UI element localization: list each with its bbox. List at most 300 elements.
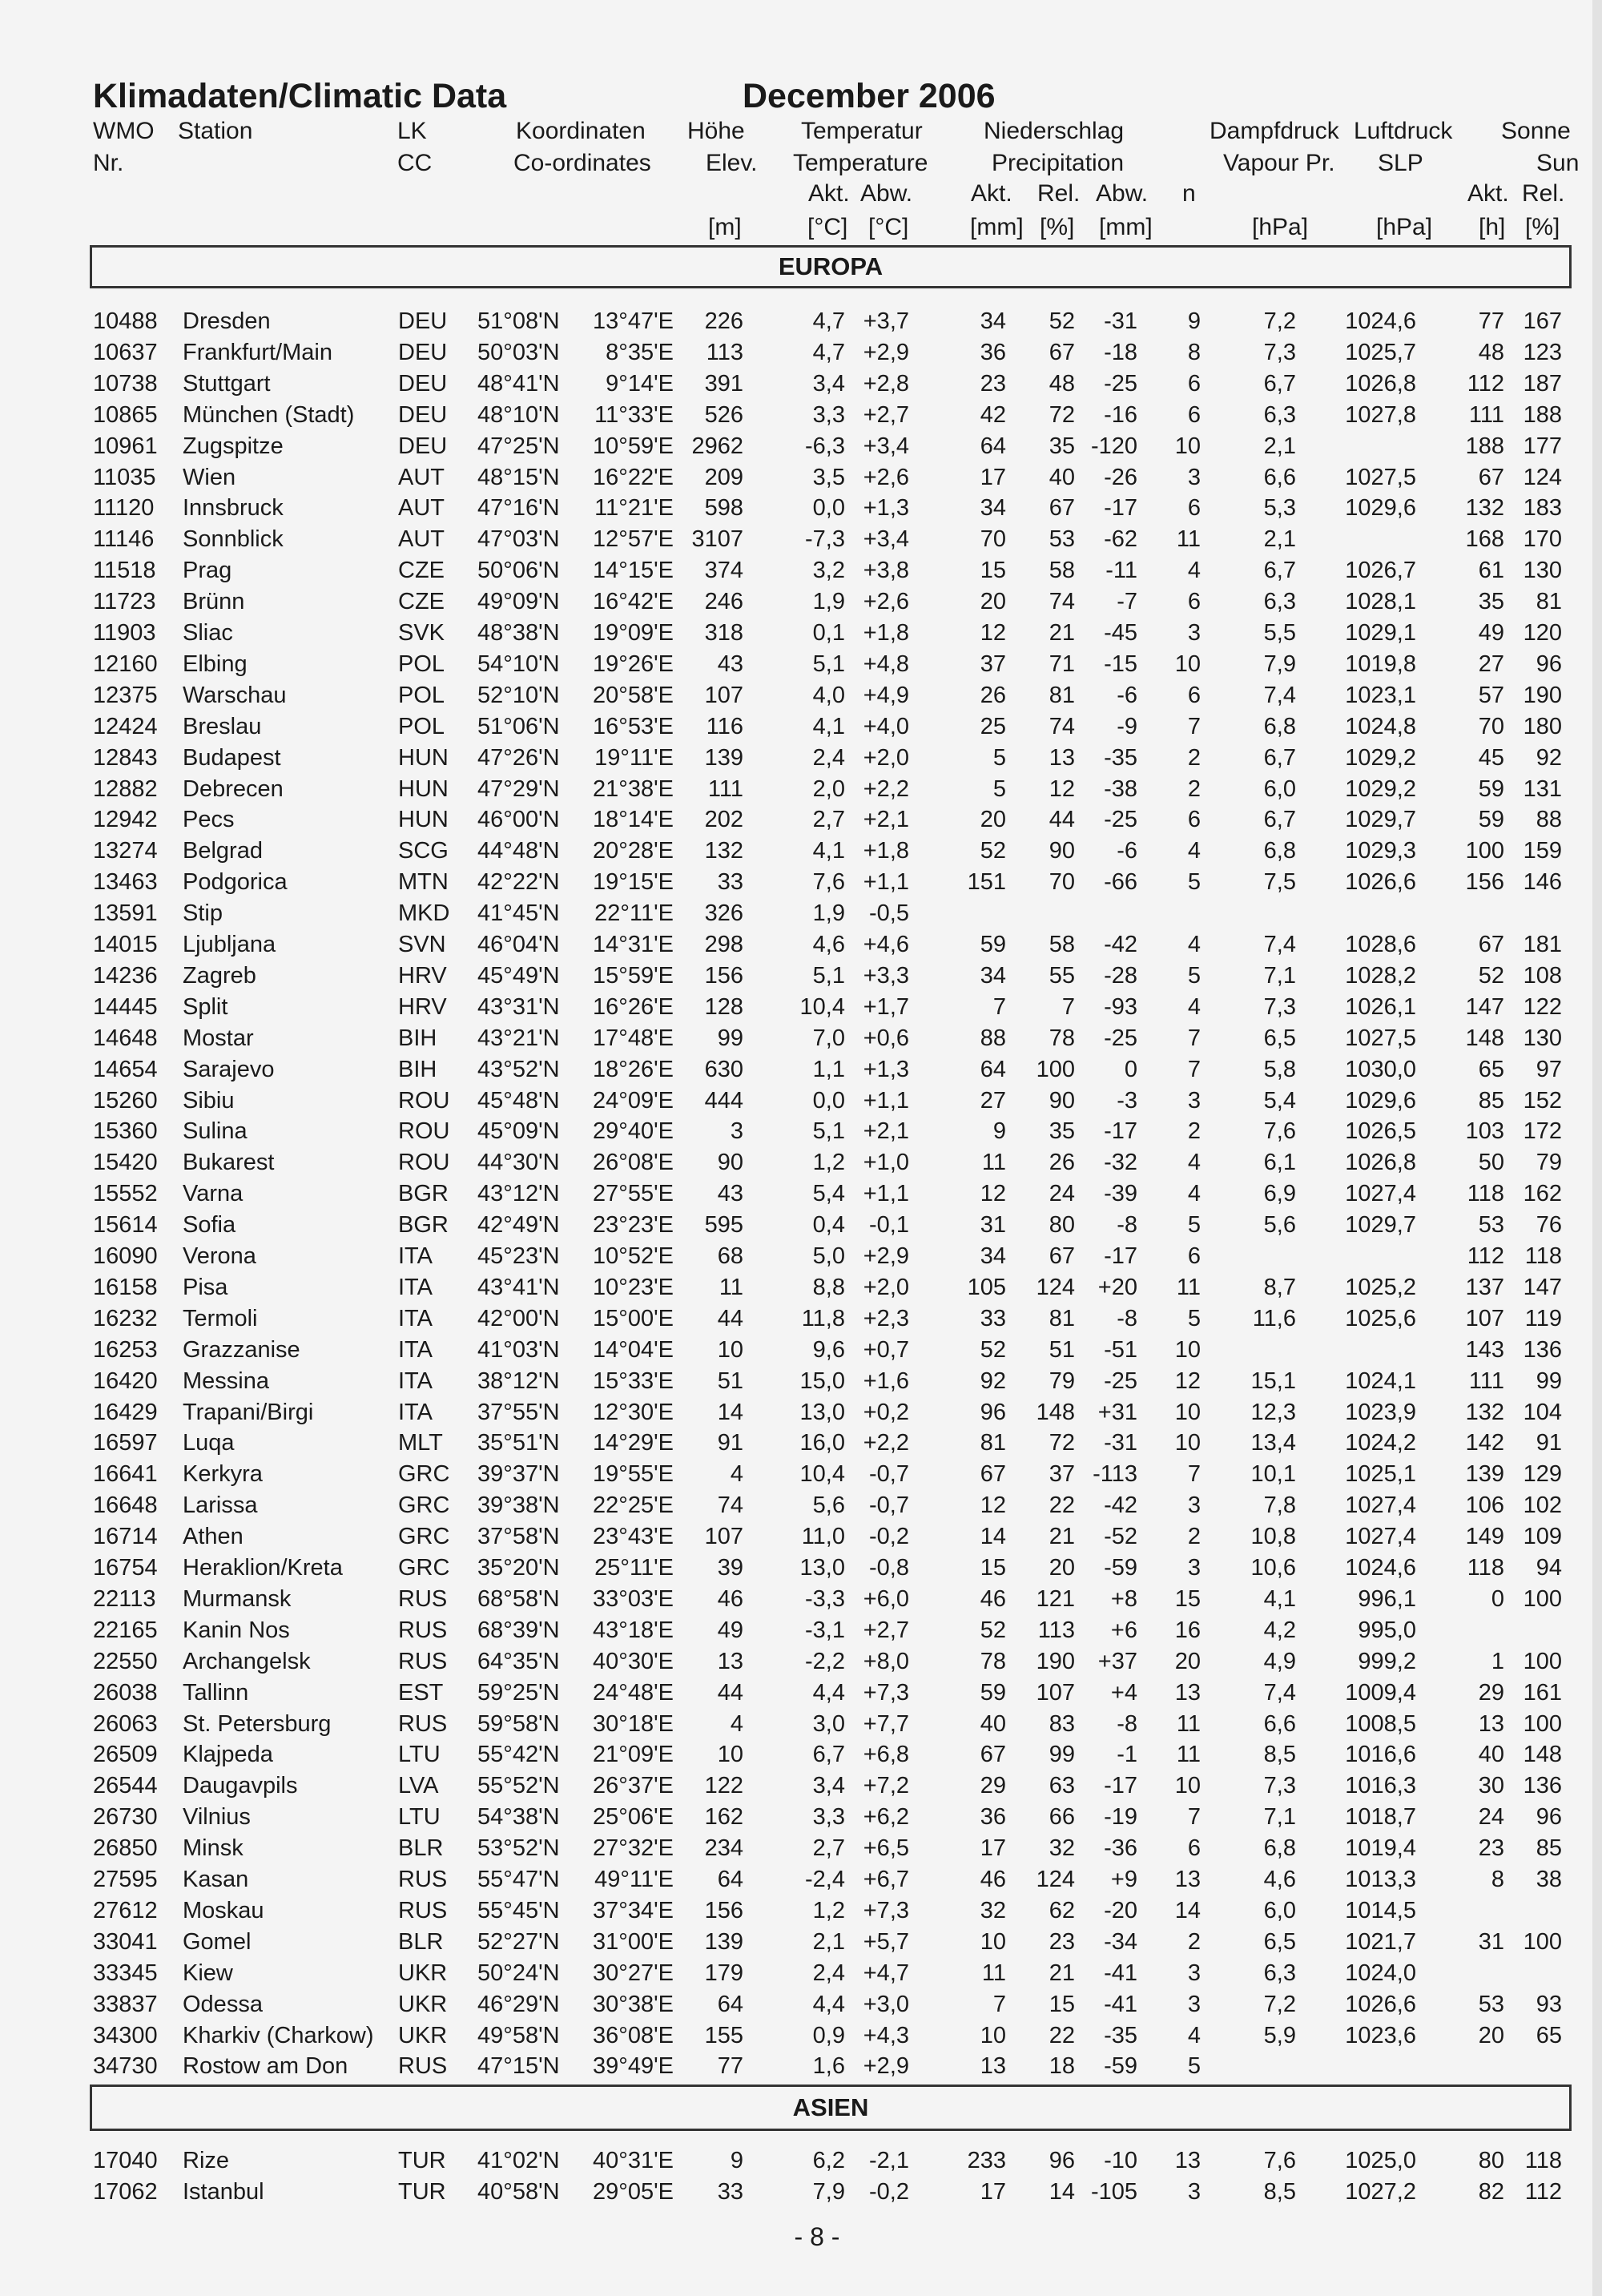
sun-hours: 168	[1465, 526, 1504, 553]
wmo-number: 10637	[93, 339, 158, 365]
prec-days: 5	[1187, 962, 1201, 989]
prec-abw: -15	[1104, 651, 1137, 677]
temp-akt: 1,9	[812, 900, 845, 927]
elevation: 156	[704, 1897, 743, 1923]
col-wmo: WMO	[93, 118, 155, 144]
table-row	[0, 1584, 1602, 1614]
vapour-pressure: 10,8	[1250, 1524, 1296, 1550]
sea-level-pressure: 1029,6	[1345, 1087, 1416, 1114]
temp-akt: 3,4	[812, 1773, 845, 1799]
temp-akt: 3,5	[812, 464, 845, 490]
station-name: Larissa	[183, 1492, 258, 1519]
sea-level-pressure: 1025,2	[1345, 1274, 1416, 1300]
country-code: ITA	[398, 1336, 433, 1363]
temp-abw: -0,1	[869, 1212, 909, 1239]
prec-rel: 124	[1036, 1274, 1075, 1300]
vapour-pressure: 6,6	[1263, 464, 1296, 490]
prec-rel: 62	[1049, 1897, 1075, 1923]
sea-level-pressure: 1027,4	[1345, 1181, 1416, 1207]
wmo-number: 10488	[93, 308, 158, 334]
sun-rel: 120	[1523, 620, 1562, 646]
temp-akt: 5,4	[812, 1181, 845, 1207]
station-name: Vilnius	[183, 1804, 251, 1831]
latitude: 49°09'N	[477, 589, 560, 615]
sun-rel: 96	[1536, 651, 1562, 677]
table-row	[0, 2051, 1602, 2081]
elevation: 139	[704, 1928, 743, 1955]
elevation: 391	[704, 370, 743, 397]
longitude: 16°26'E	[593, 993, 674, 1020]
country-code: TUR	[398, 2148, 446, 2173]
prec-days: 3	[1187, 1991, 1201, 2017]
vapour-pressure: 6,3	[1263, 589, 1296, 615]
temp-akt: 3,3	[812, 1804, 845, 1831]
wmo-number: 16714	[93, 1524, 158, 1550]
vapour-pressure: 7,1	[1263, 1804, 1296, 1831]
wmo-number: 15260	[93, 1087, 158, 1114]
temp-akt: 4,4	[812, 1991, 845, 2017]
sun-rel: 129	[1523, 1461, 1562, 1488]
prec-abw: +9	[1110, 1867, 1137, 1892]
vapour-pressure: 7,4	[1263, 1679, 1296, 1706]
sun-rel: 94	[1536, 1555, 1562, 1581]
temp-akt: 3,0	[812, 1710, 845, 1737]
prec-abw: -17	[1104, 495, 1137, 522]
sun-rel: 118	[1524, 1243, 1562, 1269]
prec-abw: -35	[1104, 744, 1137, 771]
prec-akt: 36	[980, 1804, 1006, 1831]
temp-akt: 4,4	[812, 1679, 845, 1706]
vapour-pressure: 6,0	[1263, 775, 1296, 802]
elevation: 128	[704, 993, 743, 1020]
longitude: 21°38'E	[593, 775, 674, 802]
col-elev: Elev.	[706, 150, 758, 176]
temp-akt: 0,0	[812, 1087, 845, 1114]
prec-days: 4	[1187, 558, 1201, 584]
station-name: Varna	[183, 1181, 244, 1207]
sun-hours: 45	[1478, 744, 1504, 771]
station-name: Minsk	[183, 1835, 244, 1862]
prec-rel: 80	[1049, 1212, 1075, 1239]
sun-rel: 85	[1536, 1835, 1562, 1862]
vapour-pressure: 4,6	[1263, 1867, 1296, 1892]
latitude: 50°06'N	[477, 558, 560, 584]
temp-abw: +4,6	[863, 932, 909, 957]
longitude: 11°21'E	[594, 495, 674, 522]
wmo-number: 11903	[93, 620, 156, 646]
sun-hours: 106	[1465, 1492, 1504, 1519]
station-name: Rize	[183, 2148, 230, 2173]
longitude: 15°00'E	[593, 1305, 674, 1331]
elevation: 43	[717, 1181, 743, 1207]
station-name: Kharkiv (Charkow)	[183, 2022, 374, 2048]
prec-abw: -62	[1104, 526, 1137, 553]
sea-level-pressure: 1023,6	[1345, 2022, 1416, 2048]
temp-akt: 6,2	[812, 2148, 845, 2173]
table-row	[0, 929, 1602, 960]
temp-abw: +2,6	[863, 464, 909, 490]
longitude: 19°15'E	[593, 869, 674, 896]
longitude: 33°03'E	[593, 1585, 674, 1612]
prec-rel: 96	[1049, 2148, 1075, 2173]
prec-days: 10	[1174, 651, 1201, 677]
prec-days: 3	[1187, 2178, 1201, 2205]
col-precipitation: Precipitation	[992, 150, 1125, 176]
prec-abw: +20	[1097, 1274, 1137, 1300]
latitude: 43°52'N	[477, 1056, 560, 1082]
table-row	[0, 1770, 1602, 1801]
elevation: 64	[717, 1867, 743, 1892]
unit-mm2: [mm]	[1099, 214, 1153, 240]
elevation: 162	[704, 1804, 743, 1831]
prec-days: 4	[1187, 1181, 1201, 1207]
temp-abw: +6,5	[863, 1835, 909, 1862]
longitude: 30°38'E	[593, 1991, 674, 2017]
latitude: 44°30'N	[477, 1150, 560, 1176]
station-name: Odessa	[183, 1991, 263, 2017]
wmo-number: 10738	[93, 370, 158, 397]
latitude: 51°08'N	[477, 308, 560, 334]
longitude: 30°18'E	[593, 1710, 674, 1737]
temp-abw: +7,3	[863, 1897, 909, 1923]
temp-abw: +2,9	[863, 339, 909, 365]
temp-abw: +3,8	[863, 558, 909, 584]
prec-rel: 100	[1036, 1056, 1075, 1082]
temp-akt: 4,7	[812, 308, 845, 334]
prec-days: 14	[1174, 1897, 1201, 1923]
prec-abw: -25	[1104, 807, 1137, 833]
sun-hours: 139	[1465, 1461, 1504, 1488]
wmo-number: 11518	[93, 558, 156, 584]
prec-akt: 20	[980, 589, 1006, 615]
prec-akt: 15	[980, 1555, 1006, 1581]
sun-rel: 76	[1536, 1212, 1562, 1239]
temp-akt: 2,4	[812, 744, 845, 771]
latitude: 49°58'N	[477, 2022, 560, 2048]
longitude: 10°52'E	[593, 1243, 674, 1269]
country-code: UKR	[398, 1991, 448, 2017]
country-code: RUS	[398, 1585, 448, 1612]
country-code: GRC	[398, 1524, 450, 1550]
temp-akt: -3,3	[805, 1585, 845, 1612]
latitude: 68°39'N	[477, 1617, 560, 1643]
longitude: 20°58'E	[593, 682, 674, 708]
elevation: 4	[730, 1710, 743, 1737]
sun-hours: 40	[1478, 1742, 1504, 1768]
temp-abw: +6,2	[863, 1804, 909, 1831]
prec-akt: 70	[980, 526, 1006, 553]
prec-days: 6	[1187, 370, 1201, 397]
sun-hours: 48	[1478, 339, 1504, 365]
prec-abw: -8	[1117, 1212, 1137, 1239]
col-station: Station	[178, 118, 253, 144]
table-row	[0, 431, 1602, 461]
table-row	[0, 992, 1602, 1022]
wmo-number: 26038	[93, 1679, 158, 1706]
sun-rel: 181	[1523, 932, 1562, 957]
sun-rel: 136	[1523, 1773, 1562, 1799]
latitude: 46°04'N	[477, 932, 560, 957]
elevation: 234	[704, 1835, 743, 1862]
temp-abw: +1,1	[863, 869, 909, 896]
prec-akt: 46	[980, 1867, 1006, 1892]
wmo-number: 17062	[93, 2178, 158, 2205]
sun-hours: 8	[1491, 1867, 1504, 1892]
prec-akt: 32	[980, 1897, 1006, 1923]
table-row	[0, 2145, 1602, 2176]
prec-abw: +8	[1110, 1585, 1137, 1612]
sun-rel: 162	[1523, 1181, 1562, 1207]
elevation: 298	[704, 932, 743, 957]
table-row	[0, 711, 1602, 742]
country-code: POL	[398, 682, 445, 708]
longitude: 40°30'E	[593, 1648, 674, 1674]
latitude: 37°58'N	[477, 1524, 560, 1550]
vapour-pressure: 6,6	[1263, 1710, 1296, 1737]
elevation: 74	[717, 1492, 743, 1519]
country-code: ROU	[398, 1118, 450, 1145]
prec-akt: 14	[980, 1524, 1006, 1550]
wmo-number: 12942	[93, 807, 158, 833]
prec-rel: 79	[1049, 1368, 1075, 1394]
longitude: 14°15'E	[593, 558, 674, 584]
station-name: Mostar	[183, 1025, 254, 1051]
sea-level-pressure: 1030,0	[1345, 1056, 1416, 1082]
sun-rel: 102	[1523, 1492, 1562, 1519]
elevation: 107	[704, 682, 743, 708]
col-slp: SLP	[1378, 150, 1423, 176]
prec-abw: -34	[1104, 1928, 1137, 1955]
sun-hours: 132	[1465, 1399, 1504, 1425]
prec-rel: 22	[1049, 1492, 1075, 1519]
wmo-number: 16420	[93, 1368, 158, 1394]
table-row	[0, 1210, 1602, 1240]
col-temp-akt: Akt.	[808, 180, 850, 207]
temp-akt: 11,0	[801, 1524, 845, 1550]
longitude: 8°35'E	[606, 339, 674, 365]
vapour-pressure: 11,6	[1252, 1305, 1296, 1331]
vapour-pressure: 2,1	[1263, 526, 1296, 553]
prec-akt: 17	[980, 1835, 1006, 1862]
latitude: 50°24'N	[477, 1960, 560, 1986]
sea-level-pressure: 1021,7	[1345, 1928, 1416, 1955]
temp-akt: -2,4	[805, 1867, 845, 1892]
latitude: 38°12'N	[477, 1368, 560, 1394]
sun-hours: 29	[1478, 1679, 1504, 1706]
sun-hours: 65	[1478, 1056, 1504, 1082]
station-name: Gomel	[183, 1928, 252, 1955]
station-name: Sliac	[183, 620, 233, 646]
wmo-number: 26850	[93, 1835, 158, 1862]
prec-abw: -20	[1104, 1897, 1137, 1923]
longitude: 26°37'E	[593, 1773, 674, 1799]
col-prec-rel: Rel.	[1037, 180, 1081, 207]
longitude: 14°04'E	[593, 1336, 674, 1363]
prec-days: 15	[1174, 1585, 1201, 1612]
station-name: Debrecen	[183, 775, 284, 802]
elevation: 3107	[691, 526, 743, 553]
prec-akt: 59	[980, 932, 1006, 957]
longitude: 37°34'E	[593, 1897, 674, 1923]
sea-level-pressure: 1027,8	[1345, 401, 1416, 428]
temp-akt: 8,8	[812, 1274, 845, 1300]
prec-rel: 20	[1049, 1555, 1075, 1581]
elevation: 526	[704, 401, 743, 428]
elevation: 318	[704, 620, 743, 646]
table-row	[0, 555, 1602, 586]
latitude: 55°45'N	[477, 1897, 560, 1923]
unit-pct2: [%]	[1525, 214, 1560, 240]
prec-days: 13	[1174, 1679, 1201, 1706]
col-vapour: Vapour Pr.	[1223, 150, 1335, 176]
temp-akt: 4,1	[812, 838, 845, 864]
prec-abw: -45	[1104, 620, 1137, 646]
sun-hours: 70	[1478, 713, 1504, 739]
sea-level-pressure: 1028,2	[1345, 962, 1416, 989]
elevation: 116	[706, 713, 743, 739]
elevation: 39	[717, 1555, 743, 1581]
sun-rel: 152	[1523, 1087, 1562, 1114]
latitude: 40°58'N	[477, 2178, 560, 2205]
temp-akt: 11,8	[801, 1305, 845, 1331]
sea-level-pressure: 1018,7	[1345, 1804, 1416, 1831]
prec-rel: 12	[1049, 775, 1075, 802]
prec-rel: 67	[1049, 339, 1075, 365]
latitude: 59°25'N	[477, 1679, 560, 1706]
sun-rel: 124	[1523, 464, 1562, 490]
sun-rel: 161	[1523, 1679, 1562, 1706]
col-temp-abw: Abw.	[860, 180, 913, 207]
elevation: 43	[717, 651, 743, 677]
sun-rel: 136	[1523, 1336, 1562, 1363]
prec-rel: 74	[1049, 713, 1075, 739]
table-row	[0, 1054, 1602, 1085]
longitude: 43°18'E	[593, 1617, 674, 1643]
country-code: HUN	[398, 775, 449, 802]
sun-rel: 88	[1536, 807, 1562, 833]
temp-abw: +3,0	[863, 1991, 909, 2017]
month-year: December 2006	[743, 77, 996, 115]
temp-abw: +4,9	[863, 682, 909, 708]
temp-akt: 0,9	[812, 2022, 845, 2048]
sun-rel: 81	[1536, 589, 1562, 615]
sun-rel: 91	[1536, 1430, 1562, 1456]
prec-rel: 67	[1049, 495, 1075, 522]
longitude: 11°33'E	[594, 401, 674, 428]
prec-abw: -26	[1104, 464, 1137, 490]
prec-abw: -42	[1104, 932, 1137, 957]
prec-akt: 27	[980, 1087, 1006, 1114]
prec-akt: 34	[980, 1243, 1006, 1269]
temp-akt: 5,0	[812, 1243, 845, 1269]
country-code: ITA	[398, 1274, 433, 1300]
longitude: 19°11'E	[594, 744, 674, 771]
longitude: 22°11'E	[594, 900, 674, 927]
prec-akt: 9	[992, 1118, 1006, 1145]
unit-hpa2: [hPa]	[1376, 214, 1433, 240]
prec-rel: 67	[1049, 1243, 1075, 1269]
vapour-pressure: 7,2	[1263, 308, 1296, 334]
table-row	[0, 2177, 1602, 2207]
prec-akt: 17	[980, 464, 1006, 490]
prec-rel: 53	[1049, 526, 1075, 553]
sun-rel: 122	[1523, 993, 1562, 1020]
prec-abw: -17	[1104, 1773, 1137, 1799]
temp-abw: -0,2	[869, 1524, 909, 1550]
table-row	[0, 586, 1602, 617]
temp-abw: +1,6	[863, 1368, 909, 1394]
longitude: 19°26'E	[593, 651, 674, 677]
sun-hours: 23	[1478, 1835, 1504, 1862]
longitude: 40°31'E	[593, 2148, 674, 2173]
latitude: 35°51'N	[477, 1430, 560, 1456]
sun-hours: 59	[1478, 807, 1504, 833]
sun-rel: 159	[1523, 838, 1562, 864]
temp-akt: 10,4	[799, 993, 845, 1020]
vapour-pressure: 6,7	[1263, 807, 1296, 833]
country-code: AUT	[398, 526, 445, 553]
longitude: 24°48'E	[593, 1679, 674, 1706]
prec-akt: 13	[980, 2053, 1006, 2080]
sun-hours: 85	[1478, 1087, 1504, 1114]
wmo-number: 14445	[93, 993, 158, 1020]
sun-hours: 49	[1478, 620, 1504, 646]
temp-akt: -6,3	[805, 433, 845, 459]
country-code: ITA	[398, 1399, 433, 1425]
latitude: 59°58'N	[477, 1710, 560, 1737]
temp-abw: +1,8	[863, 838, 909, 864]
sun-hours: 1	[1491, 1648, 1504, 1674]
longitude: 19°55'E	[593, 1461, 674, 1488]
table-row	[0, 1521, 1602, 1552]
sun-rel: 100	[1523, 1585, 1562, 1612]
sea-level-pressure: 1028,1	[1345, 589, 1416, 615]
station-name: Stip	[183, 900, 223, 927]
elevation: 10	[717, 1336, 743, 1363]
temp-akt: 4,6	[812, 932, 845, 957]
prec-rel: 90	[1049, 838, 1075, 864]
prec-akt: 7	[992, 993, 1006, 1020]
station-name: St. Petersburg	[183, 1710, 332, 1737]
temp-abw: -0,7	[869, 1461, 909, 1488]
country-code: RUS	[398, 1867, 448, 1892]
sea-level-pressure: 1025,7	[1345, 339, 1416, 365]
station-name: Sarajevo	[183, 1056, 275, 1082]
sun-hours: 20	[1478, 2022, 1504, 2048]
temp-abw: +2,1	[863, 1118, 909, 1145]
country-code: UKR	[398, 1960, 448, 1986]
sun-rel: 146	[1523, 869, 1562, 896]
prec-days: 5	[1187, 1212, 1201, 1239]
sea-level-pressure: 1024,6	[1345, 1555, 1416, 1581]
prec-days: 4	[1187, 2022, 1201, 2048]
sun-hours: 112	[1467, 1243, 1504, 1269]
vapour-pressure: 7,6	[1263, 2148, 1296, 2173]
latitude: 45°48'N	[477, 1087, 560, 1114]
prec-days: 2	[1187, 1524, 1201, 1550]
wmo-number: 22550	[93, 1648, 158, 1674]
prec-akt: 12	[980, 1181, 1006, 1207]
sun-hours: 100	[1465, 838, 1504, 864]
table-row	[0, 1459, 1602, 1489]
prec-rel: 71	[1049, 651, 1075, 677]
elevation: 374	[704, 558, 743, 584]
prec-akt: 46	[980, 1585, 1006, 1612]
temp-abw: +2,7	[863, 401, 909, 428]
table-row	[0, 1366, 1602, 1396]
country-code: GRC	[398, 1555, 450, 1581]
sea-level-pressure: 1027,5	[1345, 1025, 1416, 1051]
